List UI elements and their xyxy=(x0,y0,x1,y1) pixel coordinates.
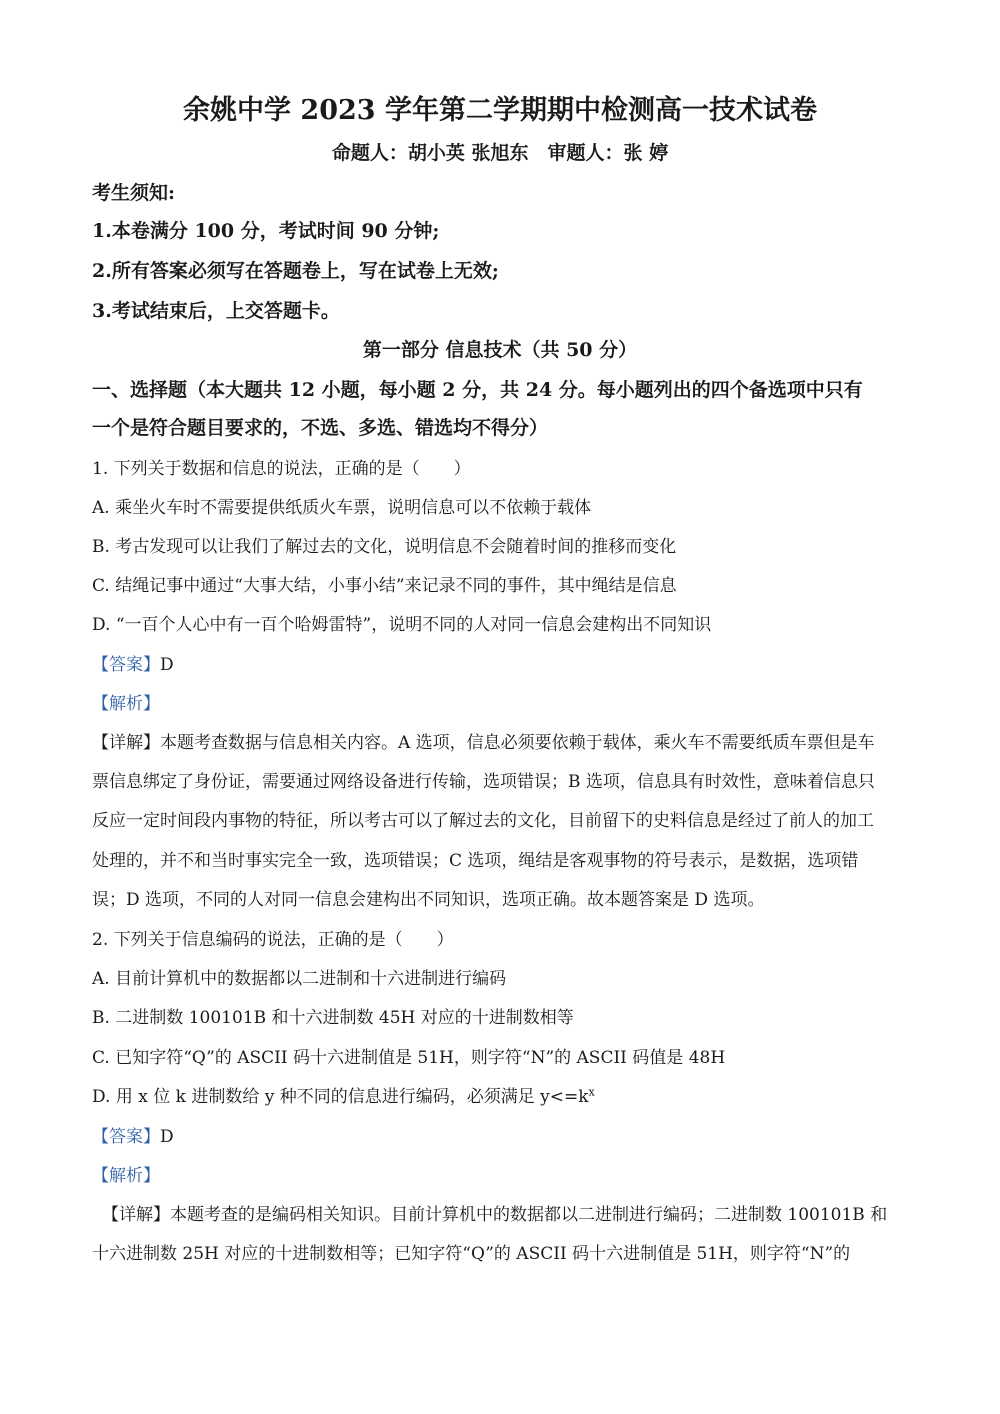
authors-line: 命题人：胡小英 张旭东 审题人：张 婷 xyxy=(331,142,669,164)
question-2-option-c: C. 已知字符“Q”的 ASCII 码十六进制值是 51H，则字符“N”的 ASCII 码值是 48H xyxy=(92,1048,726,1068)
question-2-option-d xyxy=(92,1082,595,1107)
notice-item: 1.本卷满分 100 分，考试时间 90 分钟; xyxy=(92,220,440,242)
question-1-option-c: C. 结绳记事中通过“大事大结，小事小结”来记录不同的事件，其中绳结是信息 xyxy=(92,576,677,596)
question-1-detail-line: 误；D 选项，不同的人对同一信息会建构出不同知识，选项正确。故本题答案是 D 选项。 xyxy=(92,890,765,910)
part-title: 第一部分 信息技术（共 50 分） xyxy=(362,339,638,361)
question-2-option-b: B. 二进制数 100101B 和十六进制数 45H 对应的十进制数相等 xyxy=(92,1008,574,1028)
question-2-option-a: A. 目前计算机中的数据都以二进制和十六进制进行编码 xyxy=(92,969,507,989)
section-instruction: 一个是符合题目要求的，不选、多选、错选均不得分） xyxy=(92,417,549,439)
question-1-stem: 1. 下列关于数据和信息的说法，正确的是（ ） xyxy=(92,459,471,479)
option-d-text: D. 用 x 位 k 进制数给 y 种不同的信息进行编码，必须满足 y<=k xyxy=(92,1087,589,1107)
question-2-answer xyxy=(92,1122,174,1147)
question-1-detail-line: 反应一定时间段内事物的特征，所以考古可以了解过去的文化，目前留下的史料信息是经过了前人的加工 xyxy=(92,811,874,831)
answer-tag: 【答案】 xyxy=(92,1127,160,1147)
option-d-superscript: x xyxy=(588,1085,595,1099)
question-2-detail-line: 【详解】本题考查的是编码相关知识。目前计算机中的数据都以二进制进行编码；二进制数 100101B 和 xyxy=(102,1205,888,1225)
page-title: 余姚中学 2023 学年第二学期期中检测高一技术试卷 xyxy=(183,95,817,126)
section-instruction: 一、选择题（本大题共 12 小题，每小题 2 分，共 24 分。每小题列出的四个备选项中只有 xyxy=(92,379,863,401)
question-1-option-d: D. “一百个人心中有一百个哈姆雷特”，说明不同的人对同一信息会建构出不同知识 xyxy=(92,615,712,635)
question-2-stem: 2. 下列关于信息编码的说法，正确的是（ ） xyxy=(92,930,454,950)
question-1-option-b: B. 考古发现可以让我们了解过去的文化，说明信息不会随着时间的推移而变化 xyxy=(92,537,677,557)
question-2-detail-line: 十六进制数 25H 对应的十进制数相等；已知字符“Q”的 ASCII 码十六进制值是 51H，则字符“N”的 xyxy=(92,1244,851,1264)
question-1-detail-line: 票信息绑定了身份证，需要通过网络设备进行传输，选项错误；B 选项，信息具有时效性，意味着信息只 xyxy=(92,772,875,792)
answer-tag: 【答案】 xyxy=(92,655,160,675)
answer-value: D xyxy=(160,655,174,675)
question-1-option-a: A. 乘坐火车时不需要提供纸质火车票，说明信息可以不依赖于载体 xyxy=(92,498,592,518)
answer-value: D xyxy=(160,1127,174,1147)
question-1-answer xyxy=(92,650,174,675)
question-1-detail-line: 处理的，并不和当时事实完全一致，选项错误；C 选项，绳结是客观事物的符号表示，是数据，选项错 xyxy=(92,851,859,871)
notice-item: 3.考试结束后，上交答题卡。 xyxy=(92,300,340,322)
notice-heading: 考生须知: xyxy=(92,182,176,204)
question-1-detail-line: 【详解】本题考查数据与信息相关内容。A 选项，信息必须要依赖于载体，乘火车不需要纸质车票但是车 xyxy=(92,733,875,753)
question-1-analysis-tag: 【解析】 xyxy=(92,694,160,714)
question-2-analysis-tag: 【解析】 xyxy=(92,1166,160,1186)
notice-item: 2.所有答案必须写在答题卷上，写在试卷上无效; xyxy=(92,260,499,282)
